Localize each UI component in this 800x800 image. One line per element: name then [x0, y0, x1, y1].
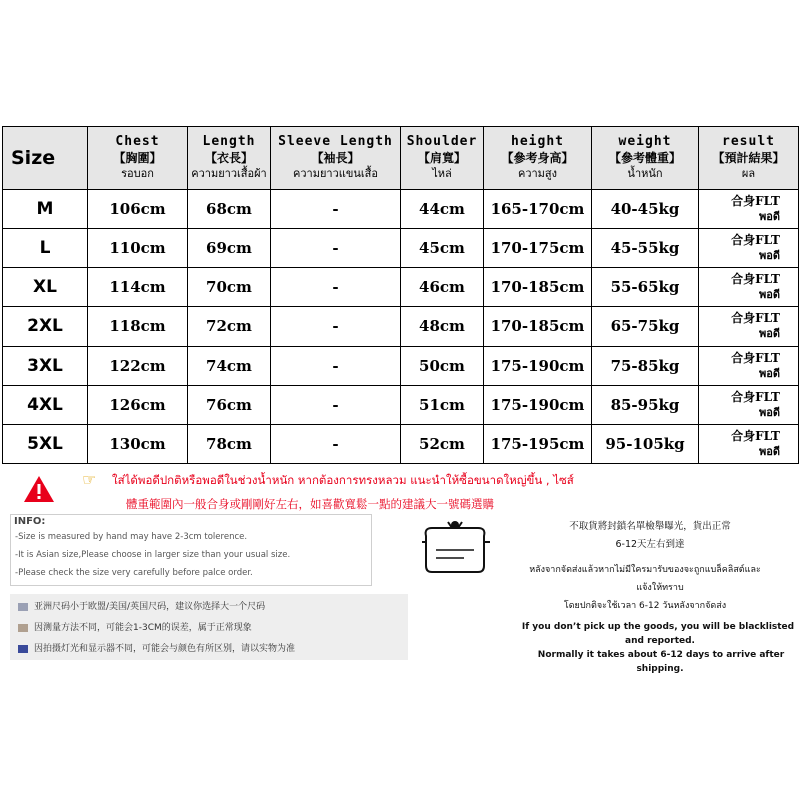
table-row: [3, 307, 799, 346]
chinese-size-note: 體重範圍內一般合身或剛剛好左右，如喜歡寬鬆一點的建議大一號碼選購: [126, 497, 494, 511]
height-cell: 175-190cm: [484, 346, 592, 385]
table-row: [3, 346, 799, 385]
size-cell: 5XL: [3, 424, 88, 463]
size-cell: M: [3, 190, 88, 229]
shoulder-cell: 45cm: [401, 229, 484, 268]
shoulder-cell: 48cm: [401, 307, 484, 346]
result-cell: 合身FLT พอดี: [699, 307, 799, 346]
chest-cell: 110cm: [88, 229, 188, 268]
weight-cell: 65-75kg: [592, 307, 699, 346]
weight-header: weight 【參考體重】 น้ำหนัก: [592, 127, 699, 190]
shoulder-cell: 52cm: [401, 424, 484, 463]
shipping-th-line-1: หลังจากจัดส่งแล้วหากไม่มีใครมารับของจะถูกแบล็คลิสต์และ: [529, 565, 761, 575]
length-cell: 69cm: [188, 229, 271, 268]
cn-note: 因测量方法不同，可能会1-3CM的误差，属于正常现象: [18, 620, 252, 633]
chest-header: Chest 【胸圍】 รอบอก: [88, 127, 188, 190]
weight-cell: 45-55kg: [592, 229, 699, 268]
ruler-icon: [18, 603, 28, 611]
height-cell: 170-185cm: [484, 307, 592, 346]
result-cell: 合身FLT พอดี: [699, 385, 799, 424]
sleeve-cell: -: [271, 229, 401, 268]
chest-cell: 118cm: [88, 307, 188, 346]
chest-cell: 106cm: [88, 190, 188, 229]
shoulder-cell: 46cm: [401, 268, 484, 307]
info-title: INFO:: [14, 516, 46, 527]
result-cell: 合身FLT พอดี: [699, 190, 799, 229]
height-cell: 170-185cm: [484, 268, 592, 307]
cn-note: 因拍摄灯光和显示器不同，可能会与颜色有所区别，请以实物为准: [18, 641, 295, 654]
warning-icon: [22, 474, 56, 504]
sleeve-cell: -: [271, 385, 401, 424]
size-cell: XL: [3, 268, 88, 307]
shipping-th-line-3: โดยปกติจะใช้เวลา 6-12 วันหลังจากจัดส่ง: [563, 601, 727, 611]
height-header: height 【參考身高】 ความสูง: [484, 127, 592, 190]
weight-cell: 95-105kg: [592, 424, 699, 463]
chinese-notes-box: [10, 594, 408, 660]
sleeve-cell: -: [271, 190, 401, 229]
thai-size-note: ใส่ได้พอดีปกติหรือพอดีในช่วงน้ำหนัก หากต้องการทรงหลวม แนะนำให้ซื้อขนาดใหญ่ขึ้น , ไซส์: [112, 473, 574, 487]
height-cell: 175-190cm: [484, 385, 592, 424]
shoulder-header: Shoulder 【肩寬】 ไหล่: [401, 127, 484, 190]
monitor-icon: [18, 645, 28, 653]
pointing-hand-icon: ☞: [82, 470, 97, 489]
weight-cell: 55-65kg: [592, 268, 699, 307]
shipping-cn-line-1: 不取貨將封鎖名單檢舉曝光，貨出正常: [569, 521, 731, 532]
length-cell: 70cm: [188, 268, 271, 307]
shipping-en-line-4: shipping.: [636, 664, 684, 674]
weight-cell: 40-45kg: [592, 190, 699, 229]
sleeve-cell: -: [271, 268, 401, 307]
result-cell: 合身FLT พอดี: [699, 424, 799, 463]
package-icon: [418, 520, 494, 576]
table-row: [3, 385, 799, 424]
chest-cell: 114cm: [88, 268, 188, 307]
length-cell: 78cm: [188, 424, 271, 463]
length-cell: 72cm: [188, 307, 271, 346]
result-cell: 合身FLT พอดี: [699, 229, 799, 268]
shoulder-cell: 50cm: [401, 346, 484, 385]
info-line: -It is Asian size,Please choose in larger size than your usual size.: [15, 550, 291, 560]
cn-note: 亚洲尺码小于欧盟/美国/英国尺码，建议你选择大一个尺码: [18, 599, 265, 612]
shoulder-cell: 44cm: [401, 190, 484, 229]
shipping-en-line-3: Normally it takes about 6-12 days to arrive after: [537, 650, 785, 660]
height-cell: 175-195cm: [484, 424, 592, 463]
size-cell: L: [3, 229, 88, 268]
info-box: [10, 514, 372, 586]
size-chart-table: [2, 126, 799, 464]
chest-cell: 126cm: [88, 385, 188, 424]
result-cell: 合身FLT พอดี: [699, 268, 799, 307]
result-cell: 合身FLT พอดี: [699, 346, 799, 385]
size-cell: 2XL: [3, 307, 88, 346]
weight-cell: 85-95kg: [592, 385, 699, 424]
size-cell: 3XL: [3, 346, 88, 385]
shoulder-cell: 51cm: [401, 385, 484, 424]
length-cell: 68cm: [188, 190, 271, 229]
measure-icon: [18, 624, 28, 632]
info-line: -Size is measured by hand may have 2-3cm tolerence.: [15, 532, 248, 542]
sleeve-cell: -: [271, 307, 401, 346]
height-cell: 170-175cm: [484, 229, 592, 268]
shipping-en-line-1: If you don’t pick up the goods, you will be blacklisted: [521, 622, 795, 632]
table-header-row: [3, 127, 799, 190]
height-cell: 165-170cm: [484, 190, 592, 229]
shipping-th-line-2: แจ้งให้ทราบ: [636, 583, 684, 593]
length-header: Length 【衣長】 ความยาวเสื้อผ้า: [188, 127, 271, 190]
size-header: Size: [3, 127, 88, 190]
length-cell: 74cm: [188, 346, 271, 385]
chest-cell: 122cm: [88, 346, 188, 385]
weight-cell: 75-85kg: [592, 346, 699, 385]
table-row: [3, 268, 799, 307]
size-cell: 4XL: [3, 385, 88, 424]
result-header: result 【預計結果】 ผล: [699, 127, 799, 190]
sleeve-header: Sleeve Length 【袖長】 ความยาวแขนเสื้อ: [271, 127, 401, 190]
table-row: [3, 190, 799, 229]
sleeve-cell: -: [271, 346, 401, 385]
table-row: [3, 424, 799, 463]
shipping-en-line-2: and reported.: [625, 636, 695, 646]
length-cell: 76cm: [188, 385, 271, 424]
chest-cell: 130cm: [88, 424, 188, 463]
table-row: [3, 229, 799, 268]
sleeve-cell: -: [271, 424, 401, 463]
shipping-cn-line-2: 6-12天左右到達: [615, 539, 685, 550]
info-line: -Please check the size very carefully before palce order.: [15, 568, 253, 578]
